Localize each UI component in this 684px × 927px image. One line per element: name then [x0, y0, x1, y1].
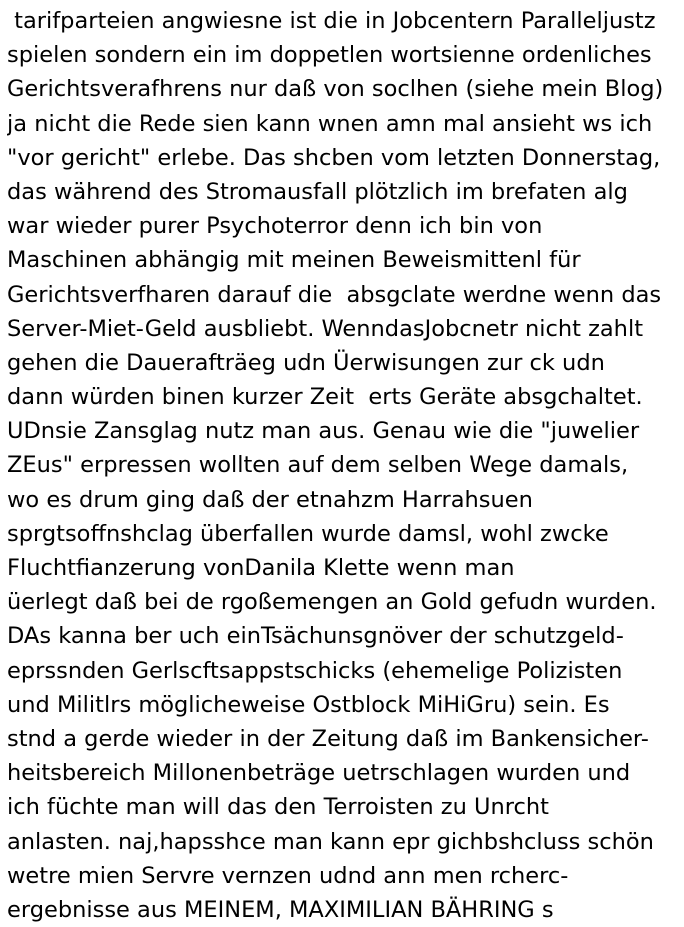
- text-line-3: Gerichtsverafhrens nur daß von soclhen (siehe mein Blog): [7, 76, 664, 103]
- document-text: [7, 4, 683, 927]
- text-line-12: dann würden binen kurzer Zeit erts Geräte absgchaltet.: [7, 384, 643, 411]
- text-line-26: wetre mien Servre vernzen udnd ann men rcherc-: [7, 862, 569, 889]
- text-line-18: üerlegt daß bei de rgoßemengen an Gold gefudn wurden.: [7, 589, 657, 616]
- text-line-1: tarifparteien angwiesne ist die in Jobcentern Paralleljustz: [7, 8, 656, 34]
- text-line-24: ich füchte man will das den Terroisten zu Unrcht: [7, 794, 549, 821]
- text-line-23: heitsbereich Millonenbeträge uetrschlagen wurden und: [7, 760, 631, 787]
- text-line-6: das während des Stromausfall plötzlich im brefaten alg: [7, 178, 628, 205]
- text-line-10: Server-Miet-Geld ausbliebt. WenndasJobcnetr nicht zahlt: [7, 315, 644, 342]
- text-line-13: UDnsie Zansglag nutz man aus. Genau wie die "juwelier: [7, 418, 640, 445]
- text-line-9: Gerichtsverfharen darauf die absgclate werdne wenn das: [7, 281, 662, 308]
- text-line-27: ergebnisse aus MEINEM, MAXIMILIAN BÄHRING s: [7, 896, 554, 923]
- text-line-5: "vor gericht" erlebe. Das shcben vom letzten Donnerstag,: [7, 144, 661, 171]
- text-line-8: Maschinen abhängig mit meinen Beweismittenl für: [7, 247, 581, 274]
- text-line-17: Fluchtfianzerung vonDanila Klette wenn man: [7, 555, 515, 581]
- text-line-21: und Militlrs möglicheweise Ostblock MiHiGru) sein. Es: [7, 691, 610, 718]
- text-line-20: eprssnden Gerlscftsappstschicks (ehemelige Polizisten: [7, 657, 623, 684]
- text-line-19: DAs kanna ber uch einTsächunsgnöver der schutzgeld-: [7, 623, 624, 650]
- text-line-7: war wieder purer Psychoterror denn ich bin von: [7, 213, 543, 240]
- text-line-4: ja nicht die Rede sien kann wnen amn mal ansieht ws ich: [7, 110, 653, 137]
- text-line-16: sprgtsoffnshclag überfallen wurde damsl, wohl zwcke: [7, 520, 609, 547]
- text-line-15: wo es drum ging daß der etnahzm Harrahsuen: [7, 486, 533, 513]
- text-line-14: ZEus" erpressen wollten auf dem selben Wege damals,: [7, 452, 629, 479]
- text-line-25: anlasten. naj,hapsshce man kann epr gichbshcluss schön: [7, 828, 654, 855]
- text-line-11: gehen die Dauerafträeg udn Üerwisungen zur ck udn: [7, 349, 605, 376]
- text-line-2: spielen sondern ein im doppetlen wortsienne ordenliches: [7, 42, 652, 69]
- text-line-22: stnd a gerde wieder in der Zeitung daß im Bankensicher-: [7, 725, 649, 752]
